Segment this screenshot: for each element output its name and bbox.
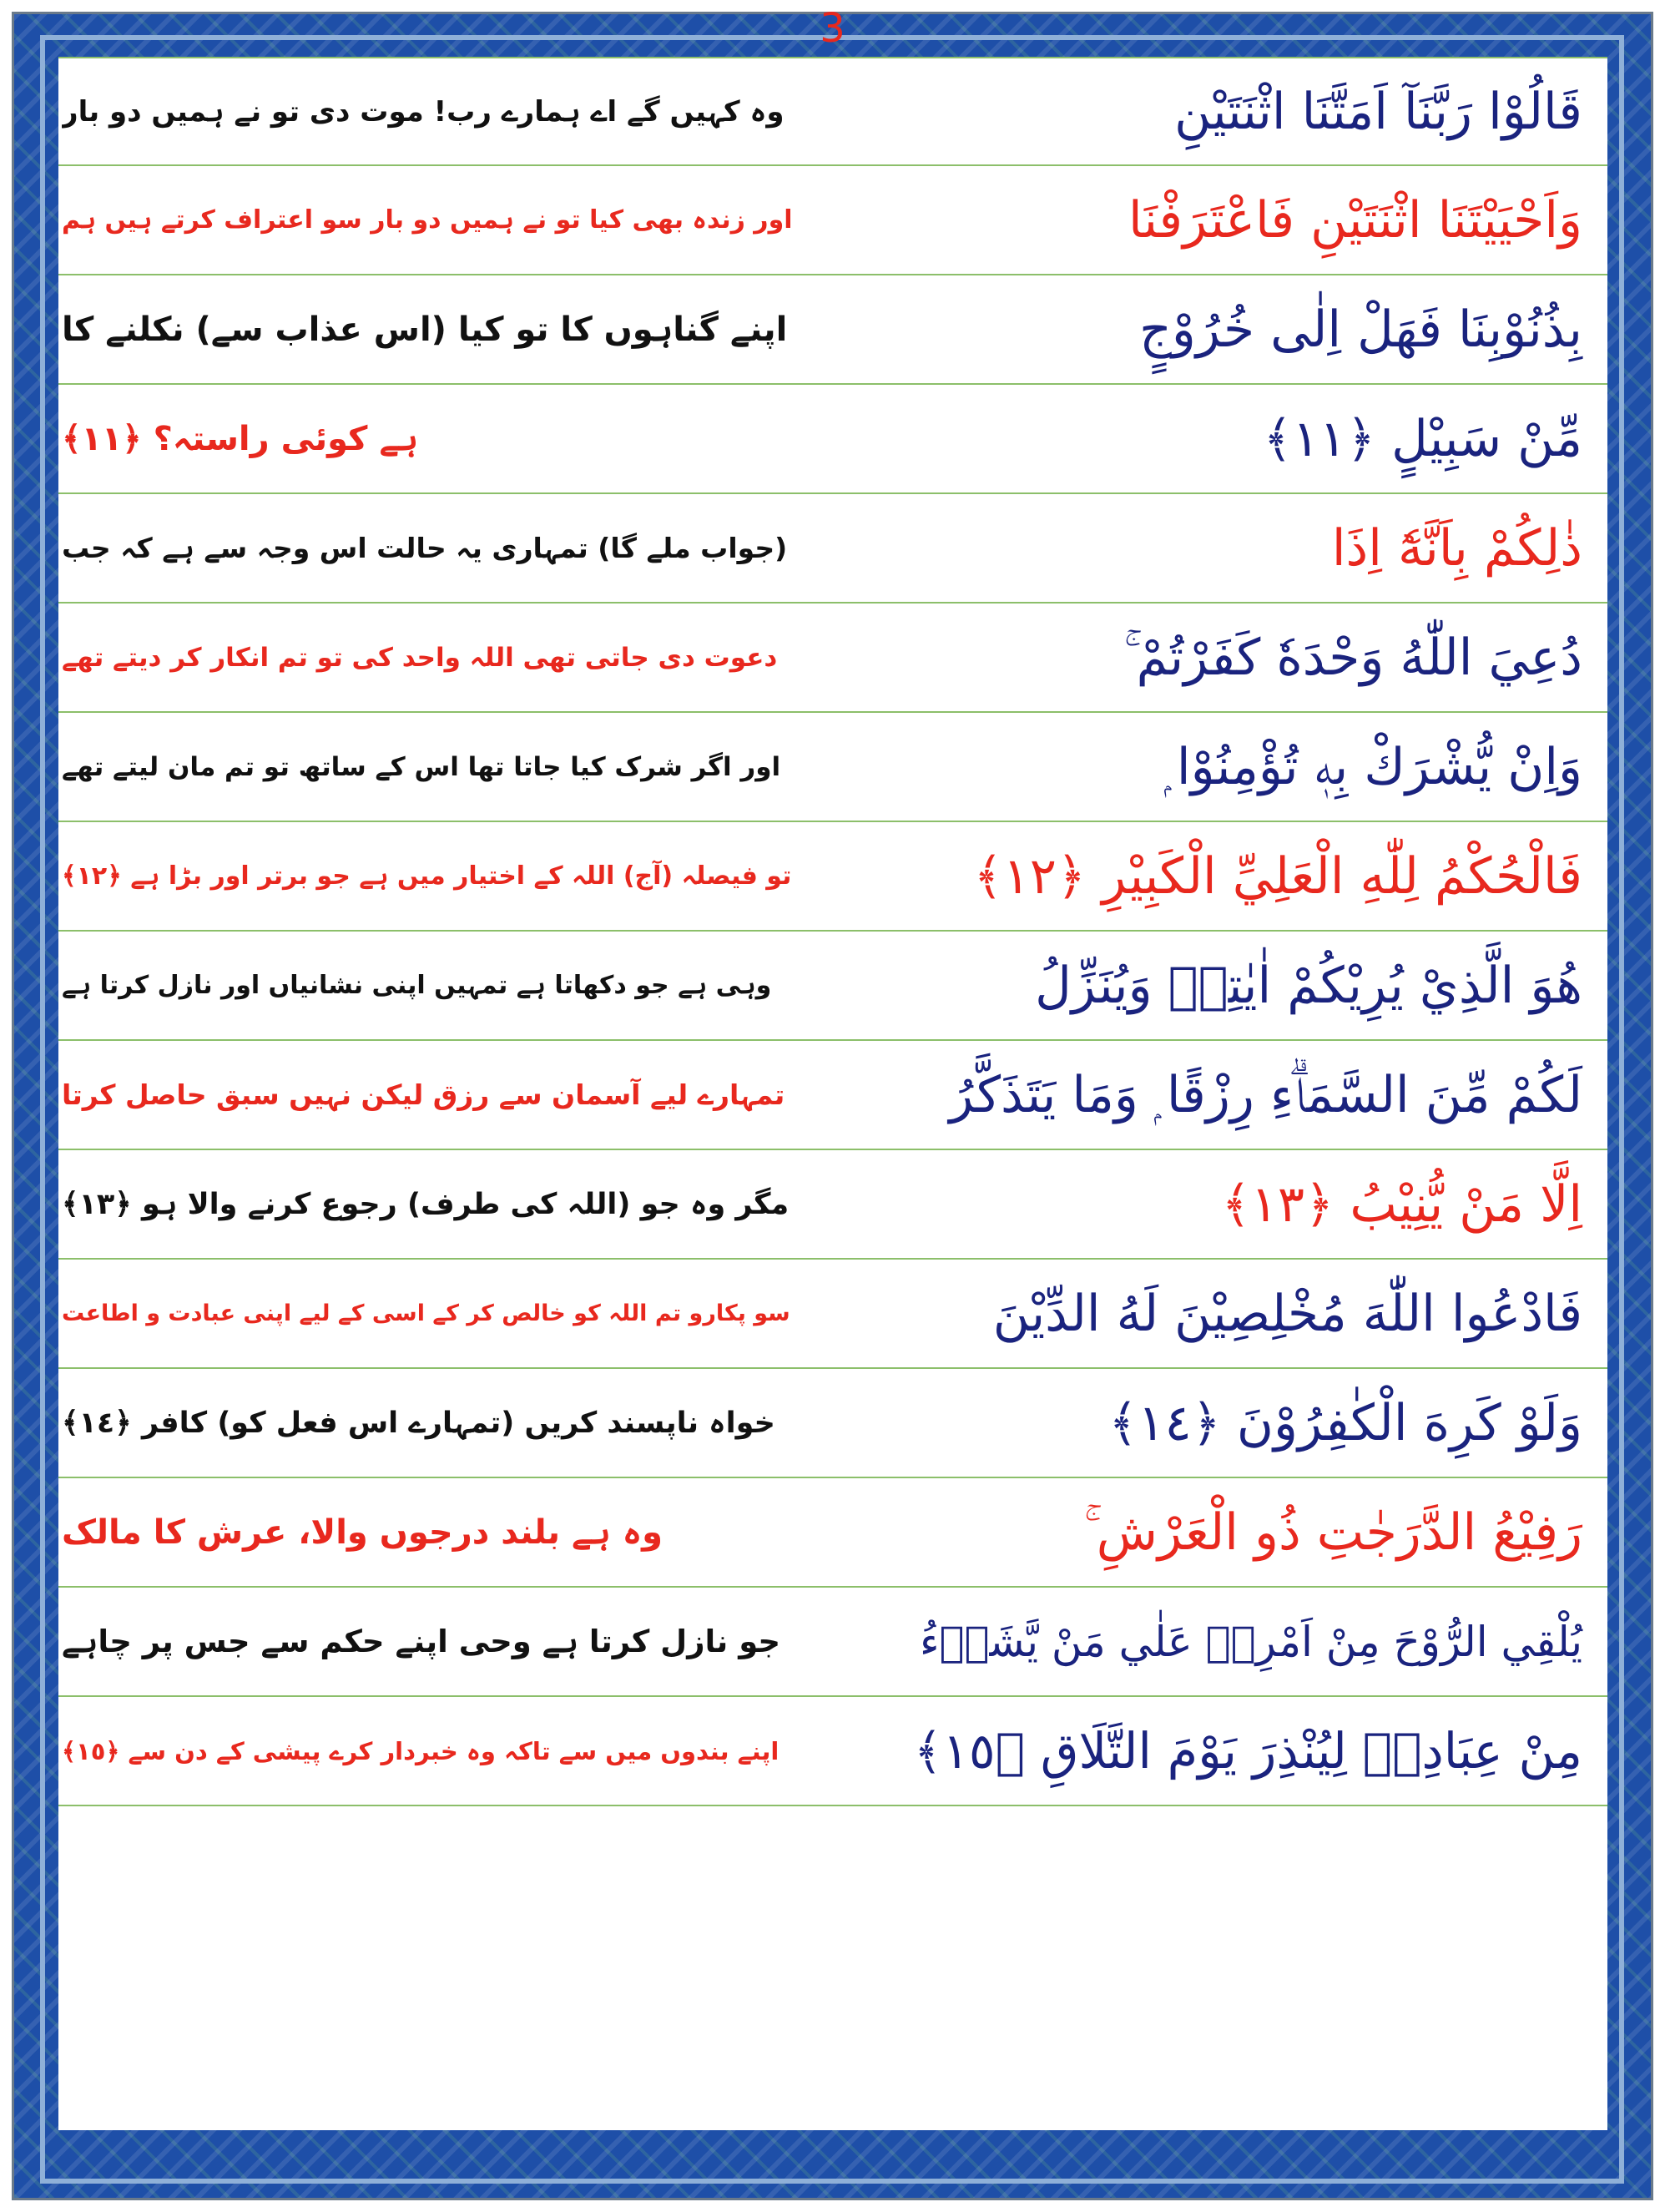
urdu-translation-text: دعوت دی جاتی تھی اللہ واحد کی تو تم انکار کر دیتے تھے: [62, 642, 778, 673]
urdu-translation-cell: [62, 166, 796, 274]
arabic-verse-text: وَاَحْيَيْتَنَا اثْنَتَيْنِ فَاعْتَرَفْنَا: [1128, 190, 1582, 250]
verse-row: [58, 1697, 1607, 1806]
urdu-translation-cell: [62, 713, 796, 821]
arabic-verse-cell: [910, 604, 1599, 711]
arabic-verse-text: مِّنْ سَبِيْلٍ ﴿١١﴾: [1263, 409, 1582, 468]
urdu-translation-text: مگر وہ جو (اللہ کی طرف) رجوع کرنے والا ہو ﴿١٣﴾: [62, 1187, 790, 1221]
arabic-verse-text: ذٰلِكُمْ بِاَنَّهٗٓ اِذَا: [1331, 518, 1582, 578]
urdu-translation-text: اور اگر شرک کیا جاتا تھا اس کے ساتھ تو تم مان لیتے تھے: [62, 751, 781, 782]
arabic-verse-cell: [910, 1588, 1599, 1695]
arabic-verse-text: اِلَّا مَنْ يُّنِيْبُ ﴿١٣﴾: [1221, 1174, 1582, 1234]
verse-row: [58, 57, 1607, 166]
verse-row: [58, 713, 1607, 822]
arabic-verse-text: يُلْقِي الرُّوْحَ مِنْ اَمْرِهٖ عَلٰي مَنْ يَّشَاۗءُ: [920, 1617, 1582, 1666]
urdu-translation-cell: [62, 1478, 796, 1586]
verse-rows: [58, 57, 1607, 1806]
arabic-verse-text: قَالُوْا رَبَّنَآ اَمَتَّنَا اثْنَتَيْنِ: [1174, 82, 1582, 141]
urdu-translation-text: خواہ ناپسند کریں (تمہارے اس فعل کو) کافر ﴿١٤﴾: [62, 1406, 775, 1440]
urdu-translation-text: وہ کہیں گے اے ہمارے رب! موت دی تو نے ہمیں دو بار: [62, 95, 785, 129]
urdu-translation-cell: [62, 1697, 796, 1805]
urdu-translation-cell: [62, 932, 796, 1039]
verse-row: [58, 275, 1607, 385]
urdu-translation-text: اور زندہ بھی کیا تو نے ہمیں دو بار سو اعتراف کرتے ہیں ہم: [62, 205, 793, 235]
arabic-verse-cell: [910, 385, 1599, 492]
urdu-translation-text: جو نازل کرتا ہے وحی اپنے حکم سے جس پر چاہے: [62, 1624, 781, 1659]
urdu-translation-cell: [62, 1041, 796, 1149]
arabic-verse-cell: [910, 1369, 1599, 1477]
urdu-translation-text: سو پکارو تم اللہ کو خالص کر کے اسی کے لیے اپنی عبادت و اطاعت: [62, 1300, 790, 1326]
arabic-verse-text: رَفِيْعُ الدَّرَجٰتِ ذُو الْعَرْشِ ۚ: [1083, 1502, 1582, 1562]
arabic-verse-text: دُعِيَ اللّٰهُ وَحْدَهٗ كَفَرْتُمْ ۚ: [1123, 628, 1582, 687]
urdu-translation-cell: [62, 822, 796, 930]
arabic-verse-cell: [910, 932, 1599, 1039]
arabic-verse-cell: [910, 713, 1599, 821]
verse-row: [58, 1150, 1607, 1260]
urdu-translation-text: وہی ہے جو دکھاتا ہے تمہیں اپنی نشانیاں اور نازل کرتا ہے: [62, 971, 772, 1000]
arabic-verse-cell: [910, 1697, 1599, 1805]
verse-row: [58, 932, 1607, 1041]
urdu-translation-cell: [62, 385, 796, 492]
arabic-verse-cell: [910, 275, 1599, 383]
urdu-translation-cell: [62, 1369, 796, 1477]
arabic-verse-text: لَكُمْ مِّنَ السَّمَاۗءِ رِزْقًا ۭ وَمَا يَتَذَكَّرُ: [949, 1065, 1582, 1124]
urdu-translation-cell: [62, 275, 796, 383]
urdu-translation-text: ہے کوئی راستہ؟ ﴿١١﴾: [62, 419, 419, 458]
verse-row: [58, 1041, 1607, 1150]
arabic-verse-cell: [910, 1041, 1599, 1149]
arabic-verse-text: وَاِنْ يُّشْرَكْ بِهٖ تُؤْمِنُوْا ۭ: [1163, 737, 1582, 796]
page-number: 3: [820, 5, 845, 52]
arabic-verse-cell: [910, 1150, 1599, 1258]
urdu-translation-text: اپنے بندوں میں سے تاکہ وہ خبردار کرے پیشی کے دن سے ﴿١٥﴾: [62, 1736, 780, 1765]
urdu-translation-cell: [62, 604, 796, 711]
arabic-verse-text: فَادْعُوا اللّٰهَ مُخْلِصِيْنَ لَهُ الدِّيْنَ: [992, 1284, 1582, 1343]
urdu-translation-text: تمہارے لیے آسمان سے رزق لیکن نہیں سبق حاصل کرتا: [62, 1078, 785, 1111]
urdu-translation-cell: [62, 1588, 796, 1695]
arabic-verse-text: بِذُنُوْبِنَا فَهَلْ اِلٰى خُرُوْجٍ: [1139, 300, 1582, 359]
arabic-verse-cell: [910, 1478, 1599, 1586]
arabic-verse-cell: [910, 822, 1599, 930]
verse-row: [58, 822, 1607, 932]
arabic-verse-text: مِنْ عِبَادِهٖ لِيُنْذِرَ يَوْمَ التَّلَاقِ ﴿١٥﴾: [913, 1722, 1582, 1780]
verse-row: [58, 494, 1607, 604]
urdu-translation-text: وہ ہے بلند درجوں والا، عرش کا مالک: [62, 1513, 663, 1552]
urdu-translation-cell: [62, 494, 796, 602]
verse-row: [58, 1478, 1607, 1588]
verse-row: [58, 1369, 1607, 1478]
urdu-translation-text: تو فیصلہ (آج) اللہ کے اختیار میں ہے جو برتر اور بڑا ہے ﴿١٢﴾: [62, 861, 792, 891]
verse-row: [58, 604, 1607, 713]
arabic-verse-text: هُوَ الَّذِيْ يُرِيْكُمْ اٰيٰتِهٖ وَيُنَزِّلُ: [1035, 956, 1582, 1015]
verse-row: [58, 1260, 1607, 1369]
urdu-translation-cell: [62, 1150, 796, 1258]
arabic-verse-cell: [910, 166, 1599, 274]
arabic-verse-text: فَالْحُكْمُ لِلّٰهِ الْعَلِيِّ الْكَبِيْرِ ﴿١٢﴾: [973, 846, 1582, 906]
verse-row: [58, 166, 1607, 275]
verse-row: [58, 385, 1607, 494]
verse-row: [58, 1588, 1607, 1697]
arabic-verse-text: وَلَوْ كَرِهَ الْكٰفِرُوْنَ ﴿١٤﴾: [1108, 1393, 1582, 1452]
urdu-translation-cell: [62, 58, 796, 164]
urdu-translation-cell: [62, 1260, 796, 1367]
page-content: [58, 57, 1607, 2130]
urdu-translation-text: (جواب ملے گا) تمہاری یہ حالت اس وجہ سے ہے کہ جب: [62, 532, 788, 564]
arabic-verse-cell: [910, 58, 1599, 164]
arabic-verse-cell: [910, 1260, 1599, 1367]
urdu-translation-text: اپنے گناہوں کا تو کیا (اس عذاب سے) نکلنے کا: [62, 310, 788, 349]
arabic-verse-cell: [910, 494, 1599, 602]
